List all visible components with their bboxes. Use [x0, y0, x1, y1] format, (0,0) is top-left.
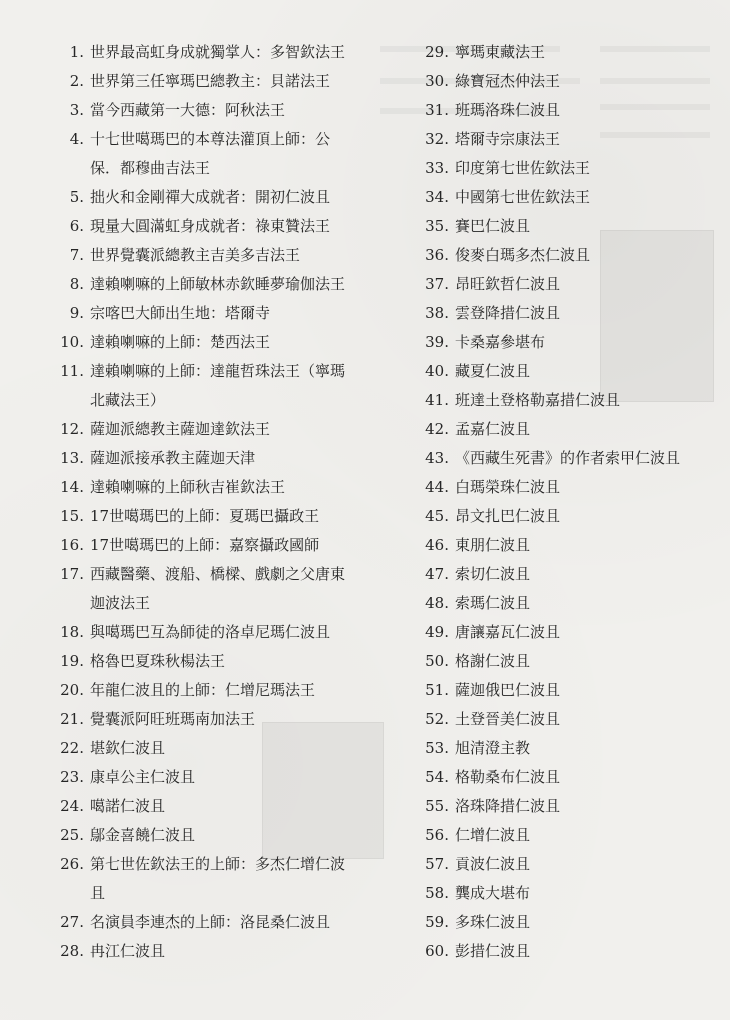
list-item: [50, 212, 370, 241]
item-text: [455, 647, 715, 676]
item-number: 10.: [60, 333, 84, 351]
list-item: [50, 328, 370, 357]
item-number: 60.: [425, 942, 449, 960]
item-number: 34.: [425, 188, 449, 206]
item-text: [455, 502, 715, 531]
item-text-line: 覺囊派阿旺班瑪南加法王: [90, 710, 256, 728]
list-item: [415, 937, 715, 966]
list-item: [415, 589, 715, 618]
list-item: [50, 183, 370, 212]
list-item: [50, 299, 370, 328]
item-number: 13.: [60, 449, 84, 467]
list-item: [415, 386, 715, 415]
item-text: [455, 212, 715, 241]
item-number: 3.: [69, 101, 84, 119]
list-item: [50, 937, 370, 966]
item-text: [455, 270, 715, 299]
item-text: [90, 821, 370, 850]
item-number: 59.: [425, 913, 449, 931]
list-item: [50, 473, 370, 502]
item-text-line: 仁增仁波且: [455, 826, 531, 844]
item-text: [455, 328, 715, 357]
item-number: 47.: [425, 565, 449, 583]
item-text: [455, 473, 715, 502]
item-text-line: 索切仁波且: [455, 565, 531, 583]
list-item: [415, 212, 715, 241]
item-text: [455, 386, 715, 415]
list-item: [50, 560, 370, 618]
item-text: [455, 908, 715, 937]
list-item: [415, 67, 715, 96]
item-text-line: 唐讓嘉瓦仁波且: [455, 623, 561, 641]
item-number: 42.: [425, 420, 449, 438]
item-number: 8.: [69, 275, 84, 293]
list-item: [415, 821, 715, 850]
item-text-line: 中國第七世佐欽法王: [455, 188, 591, 206]
item-text: [455, 879, 715, 908]
list-item: [415, 444, 715, 473]
list-item: [415, 270, 715, 299]
item-text-line: 班瑪洛珠仁波且: [455, 101, 561, 119]
item-number: 14.: [60, 478, 84, 496]
item-text: [455, 763, 715, 792]
item-text-line: 東朋仁波且: [455, 536, 531, 554]
item-text-line: 宗喀巴大師出生地：塔爾寺: [90, 304, 271, 322]
item-number: 1.: [69, 43, 84, 61]
item-number: 16.: [60, 536, 84, 554]
item-text-line: 昂旺欽哲仁波且: [455, 275, 561, 293]
item-text-line: 格魯巴夏珠秋楊法王: [90, 652, 226, 670]
item-number: 35.: [425, 217, 449, 235]
item-text-line: 卡桑嘉參堪布: [455, 333, 546, 351]
item-number: 38.: [425, 304, 449, 322]
item-number: 56.: [425, 826, 449, 844]
list-item: [50, 647, 370, 676]
list-item: [415, 734, 715, 763]
item-text: [90, 357, 370, 415]
item-number: 18.: [60, 623, 84, 641]
item-number: 40.: [425, 362, 449, 380]
item-text: [90, 125, 370, 183]
item-text: [90, 734, 370, 763]
item-text: [455, 734, 715, 763]
list-item: [50, 792, 370, 821]
item-number: 26.: [60, 855, 84, 873]
item-number: 48.: [425, 594, 449, 612]
item-number: 53.: [425, 739, 449, 757]
item-text: [90, 444, 370, 473]
item-text-line: 拙火和金剛禪大成就者：開初仁波且: [90, 188, 331, 206]
item-number: 17.: [60, 565, 84, 583]
item-text: [90, 241, 370, 270]
list-item: [415, 560, 715, 589]
item-number: 57.: [425, 855, 449, 873]
item-text-line: 白瑪榮珠仁波且: [455, 478, 561, 496]
item-text: [455, 154, 715, 183]
item-text: [90, 937, 370, 966]
item-text-line: 與噶瑪巴互為師徒的洛卓尼瑪仁波且: [90, 623, 331, 641]
item-text-line: 達賴喇嘛的上師：楚西法王: [90, 333, 271, 351]
item-text: [90, 299, 370, 328]
list-item: [415, 473, 715, 502]
item-number: 11.: [60, 362, 84, 380]
list-item: [50, 38, 370, 67]
item-text: [90, 183, 370, 212]
item-number: 44.: [425, 478, 449, 496]
list-item: [415, 763, 715, 792]
list-item: [415, 908, 715, 937]
item-text-line: 印度第七世佐欽法王: [455, 159, 591, 177]
list-item: [415, 850, 715, 879]
item-number: 2.: [69, 72, 84, 90]
item-text-line: 名演員李連杰的上師：洛昆桑仁波且: [90, 913, 331, 931]
list-item: [415, 531, 715, 560]
item-text-line: 保．都穆曲吉法王: [90, 159, 211, 177]
item-text-line: 彭措仁波且: [455, 942, 531, 960]
item-text: [455, 96, 715, 125]
item-number: 58.: [425, 884, 449, 902]
item-text: [455, 183, 715, 212]
list-item: [415, 502, 715, 531]
list-item: [415, 879, 715, 908]
item-text-line: 旭清澄主教: [455, 739, 531, 757]
item-text-line: 昂文扎巴仁波且: [455, 507, 561, 525]
item-text-line: 康卓公主仁波且: [90, 768, 196, 786]
item-text: [455, 792, 715, 821]
list-item: [415, 357, 715, 386]
item-text: [90, 531, 370, 560]
item-text: [455, 618, 715, 647]
item-text-line: 薩迦俄巴仁波且: [455, 681, 561, 699]
item-number: 5.: [69, 188, 84, 206]
item-text: [455, 125, 715, 154]
list-item: [50, 444, 370, 473]
list-item: [50, 618, 370, 647]
list-item: [415, 241, 715, 270]
item-number: 12.: [60, 420, 84, 438]
item-number: 30.: [425, 72, 449, 90]
item-text-line: 薩迦派接承教主薩迦天津: [90, 449, 256, 467]
item-text-line: 寧瑪東藏法王: [455, 43, 546, 61]
item-number: 23.: [60, 768, 84, 786]
item-number: 50.: [425, 652, 449, 670]
list-item: [415, 705, 715, 734]
item-text: [455, 937, 715, 966]
list-item: [415, 415, 715, 444]
item-text: [90, 328, 370, 357]
item-text-line: 洛珠降措仁波且: [455, 797, 561, 815]
item-text-line: 索瑪仁波且: [455, 594, 531, 612]
item-text: [455, 676, 715, 705]
item-text-line: 年龍仁波且的上師：仁增尼瑪法王: [90, 681, 316, 699]
list-item: [50, 705, 370, 734]
item-text-line: 鄔金喜饒仁波且: [90, 826, 196, 844]
item-text: [90, 705, 370, 734]
item-text-line: 達賴喇嘛的上師敏林赤欽睡夢瑜伽法王: [90, 275, 346, 293]
item-number: 36.: [425, 246, 449, 264]
item-number: 29.: [425, 43, 449, 61]
item-number: 41.: [425, 391, 449, 409]
item-text-line: 綠寶冠杰仲法王: [455, 72, 561, 90]
item-text-line: 薩迦派總教主薩迦達欽法王: [90, 420, 271, 438]
left-column-list: [50, 38, 370, 966]
item-text: [455, 299, 715, 328]
item-number: 24.: [60, 797, 84, 815]
item-text: [455, 589, 715, 618]
item-text: [455, 560, 715, 589]
list-item: [50, 415, 370, 444]
list-item: [50, 67, 370, 96]
item-text: [455, 357, 715, 386]
item-text: [455, 415, 715, 444]
item-text-line: 西藏醫藥、渡船、橋樑、戲劇之父唐東: [90, 565, 346, 583]
item-text: [90, 38, 370, 67]
list-item: [50, 125, 370, 183]
item-text: [90, 618, 370, 647]
item-text-line: 貢波仁波且: [455, 855, 531, 873]
item-text-line: 班達土登格勒嘉措仁波且: [455, 391, 621, 409]
item-number: 39.: [425, 333, 449, 351]
item-text: [90, 212, 370, 241]
list-item: [50, 763, 370, 792]
item-number: 46.: [425, 536, 449, 554]
item-number: 54.: [425, 768, 449, 786]
item-text-line: 第七世佐欽法王的上師：多杰仁增仁波: [90, 855, 346, 873]
item-text: [90, 473, 370, 502]
item-text-line: 且: [90, 884, 106, 902]
item-number: 52.: [425, 710, 449, 728]
item-text-line: 多珠仁波且: [455, 913, 531, 931]
item-number: 32.: [425, 130, 449, 148]
item-text-line: 俊麥白瑪多杰仁波且: [455, 246, 591, 264]
item-number: 55.: [425, 797, 449, 815]
item-text-line: 世界最高虹身成就獨掌人：多智欽法王: [90, 43, 346, 61]
item-text: [90, 676, 370, 705]
item-text-line: 龔成大堪布: [455, 884, 531, 902]
list-item: [415, 96, 715, 125]
item-number: 22.: [60, 739, 84, 757]
item-number: 27.: [60, 913, 84, 931]
item-text-line: 賽巴仁波且: [455, 217, 531, 235]
item-text-line: 17世噶瑪巴的上師：嘉察攝政國師: [90, 536, 320, 554]
item-number: 31.: [425, 101, 449, 119]
list-item: [415, 647, 715, 676]
item-number: 15.: [60, 507, 84, 525]
item-text: [90, 67, 370, 96]
item-text-line: 當今西藏第一大德：阿秋法王: [90, 101, 286, 119]
item-text-line: 現量大圓滿虹身成就者：祿東贊法王: [90, 217, 331, 235]
item-text-line: 堪欽仁波且: [90, 739, 166, 757]
list-item: [415, 792, 715, 821]
list-item: [50, 357, 370, 415]
item-number: 33.: [425, 159, 449, 177]
item-text-line: 世界第三任寧瑪巴總教主：貝諾法王: [90, 72, 331, 90]
item-text-line: 迦波法王: [90, 594, 151, 612]
item-text-line: 孟嘉仁波且: [455, 420, 531, 438]
item-text: [455, 705, 715, 734]
list-item: [415, 328, 715, 357]
item-text-line: 藏夏仁波且: [455, 362, 531, 380]
item-text: [90, 270, 370, 299]
list-item: [415, 618, 715, 647]
item-text: [455, 241, 715, 270]
list-item: [50, 502, 370, 531]
item-text: [455, 67, 715, 96]
list-item: [415, 38, 715, 67]
item-number: 4.: [69, 130, 84, 148]
item-number: 43.: [425, 449, 449, 467]
list-item: [415, 299, 715, 328]
right-column-list: [415, 38, 715, 966]
list-item: [50, 734, 370, 763]
item-text-line: 土登晉美仁波且: [455, 710, 561, 728]
item-text: [90, 415, 370, 444]
item-text: [455, 850, 715, 879]
item-text: [455, 38, 715, 67]
item-text-line: 十七世噶瑪巴的本尊法灌頂上師：公: [90, 130, 331, 148]
item-text-line: 《西藏生死書》的作者索甲仁波且: [455, 449, 681, 467]
item-number: 37.: [425, 275, 449, 293]
item-text: [90, 792, 370, 821]
list-item: [50, 241, 370, 270]
item-number: 19.: [60, 652, 84, 670]
item-text: [455, 444, 715, 473]
item-text-line: 達賴喇嘛的上師：達龍哲珠法王（寧瑪: [90, 362, 346, 380]
item-number: 7.: [69, 246, 84, 264]
item-number: 6.: [69, 217, 84, 235]
item-number: 21.: [60, 710, 84, 728]
list-item: [50, 270, 370, 299]
item-text: [90, 647, 370, 676]
item-text: [90, 96, 370, 125]
list-item: [415, 676, 715, 705]
item-text-line: 格勒桑布仁波且: [455, 768, 561, 786]
item-text-line: 北藏法王）: [90, 391, 166, 409]
item-text: [90, 502, 370, 531]
item-text-line: 世界覺囊派總教主吉美多吉法王: [90, 246, 301, 264]
list-item: [415, 183, 715, 212]
list-item: [415, 154, 715, 183]
list-item: [50, 821, 370, 850]
item-text-line: 噶諾仁波且: [90, 797, 166, 815]
item-text-line: 17世噶瑪巴的上師：夏瑪巴攝政王: [90, 507, 320, 525]
list-item: [415, 125, 715, 154]
item-text-line: 格謝仁波且: [455, 652, 531, 670]
item-number: 49.: [425, 623, 449, 641]
list-item: [50, 96, 370, 125]
item-text-line: 塔爾寺宗康法王: [455, 130, 561, 148]
item-text: [455, 821, 715, 850]
item-text: [90, 560, 370, 618]
item-text-line: 達賴喇嘛的上師秋吉崔欽法王: [90, 478, 286, 496]
item-number: 45.: [425, 507, 449, 525]
item-text-line: 雲登降措仁波且: [455, 304, 561, 322]
item-number: 28.: [60, 942, 84, 960]
item-number: 25.: [60, 826, 84, 844]
item-text: [455, 531, 715, 560]
item-text: [90, 908, 370, 937]
item-number: 51.: [425, 681, 449, 699]
item-text: [90, 850, 370, 908]
list-item: [50, 531, 370, 560]
item-number: 9.: [69, 304, 84, 322]
item-number: 20.: [60, 681, 84, 699]
list-item: [50, 676, 370, 705]
item-text-line: 冉江仁波且: [90, 942, 166, 960]
list-item: [50, 908, 370, 937]
item-text: [90, 763, 370, 792]
list-item: [50, 850, 370, 908]
